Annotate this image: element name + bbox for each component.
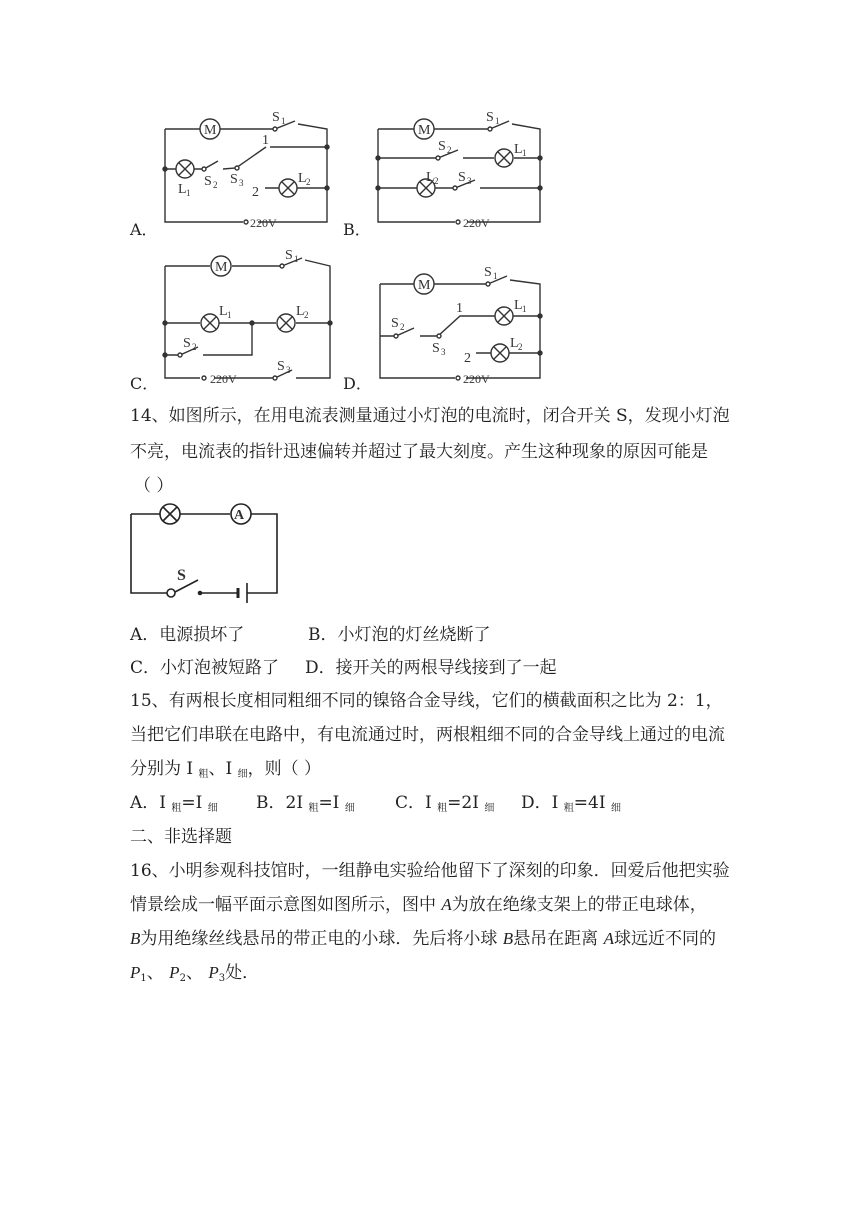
svg-text:M: M	[418, 123, 431, 138]
svg-text:S: S	[272, 110, 280, 125]
svg-text:S: S	[484, 265, 492, 280]
option-label-d: D．	[343, 374, 372, 393]
svg-text:S: S	[432, 341, 440, 356]
option-label-c: C．	[130, 374, 159, 393]
switch-label: S	[177, 567, 186, 584]
q16-line2: 情景绘成一幅平面示意图如图所示，图中 A为放在绝缘支架上的带正电球体，	[130, 895, 707, 915]
q15-stem-line3: 分别为 I 粗、I 细，则（ ）	[130, 759, 322, 780]
q16-line3: B为用绝缘丝线悬吊的带正电的小球．先后将小球 B悬吊在距离 A球远近不同的	[130, 929, 716, 949]
circuit-a-diagram	[150, 105, 340, 230]
svg-text:2: 2	[447, 145, 452, 155]
circuit-b-diagram	[370, 105, 550, 230]
svg-text:L: L	[298, 171, 307, 186]
q16-line4: P1、 P2、 P3处．	[130, 963, 260, 984]
q14-answer-paren: （ ）	[134, 476, 174, 496]
motor-label: M	[204, 123, 217, 138]
svg-text:2: 2	[464, 351, 471, 366]
q14-circuit-diagram	[125, 500, 285, 605]
svg-text:2: 2	[518, 342, 523, 352]
svg-text:S: S	[486, 110, 494, 125]
svg-text:2: 2	[306, 177, 311, 187]
svg-text:L: L	[514, 142, 523, 157]
svg-text:1: 1	[456, 301, 463, 316]
svg-text:220V: 220V	[463, 216, 490, 230]
svg-text:S: S	[391, 316, 399, 331]
q14-stem-line2: 不亮，电流表的指针迅速偏转并超过了最大刻度。产生这种现象的原因可能是	[130, 442, 708, 462]
svg-text:S: S	[458, 170, 466, 185]
ammeter-label: A	[234, 508, 245, 523]
svg-text:1: 1	[227, 310, 232, 320]
svg-text:S: S	[204, 174, 212, 189]
q14-option-a: A．电源损坏了	[130, 625, 245, 645]
svg-text:3: 3	[239, 178, 244, 188]
svg-text:S: S	[230, 172, 238, 187]
svg-text:S: S	[285, 248, 293, 263]
circuit-d-diagram	[370, 262, 550, 387]
svg-text:2: 2	[252, 185, 259, 200]
svg-text:1: 1	[281, 116, 286, 126]
svg-text:220V: 220V	[250, 216, 277, 230]
svg-text:S: S	[183, 336, 191, 351]
svg-text:L: L	[514, 298, 523, 313]
svg-text:1: 1	[522, 304, 527, 314]
q16-line1: 16、小明参观科技馆时，一组静电实验给他留下了深刻的印象．回爱后他把实验	[130, 861, 730, 881]
svg-text:220V: 220V	[210, 372, 237, 386]
q15-option-a: A．I 粗=I 细	[130, 793, 218, 814]
q15-stem-line1: 15、有两根长度相同粗细不同的镍铬合金导线，它们的横截面积之比为 2：1，	[130, 691, 723, 711]
q14-stem-line1: 14、如图所示，在用电流表测量通过小灯泡的电流时，闭合开关 S，发现小灯泡	[130, 406, 730, 426]
svg-text:1: 1	[186, 188, 191, 198]
svg-text:S: S	[277, 359, 285, 374]
option-label-b: B．	[343, 220, 371, 239]
svg-text:L: L	[510, 336, 519, 351]
svg-text:M: M	[215, 260, 228, 275]
svg-text:1: 1	[294, 254, 299, 264]
svg-text:3: 3	[441, 347, 446, 357]
svg-text:220V: 220V	[463, 372, 490, 386]
svg-text:1: 1	[262, 133, 269, 148]
svg-text:3: 3	[286, 365, 291, 375]
svg-text:S: S	[438, 139, 446, 154]
svg-text:2: 2	[434, 176, 439, 186]
svg-text:2: 2	[213, 180, 218, 190]
svg-text:1: 1	[493, 271, 498, 281]
svg-text:3: 3	[467, 176, 472, 186]
q15-option-d: D．I 粗=4I 细	[521, 793, 621, 814]
q15-option-b: B．2I 粗=I 细	[256, 793, 355, 814]
q15-stem-line2: 当把它们串联在电路中，有电流通过时，两根粗细不同的合金导线上通过的电流	[130, 725, 725, 745]
svg-text:M: M	[418, 278, 431, 293]
q14-option-c: C．小灯泡被短路了	[130, 658, 280, 678]
q14-option-b: B．小灯泡的灯丝烧断了	[308, 625, 491, 645]
svg-text:2: 2	[400, 322, 405, 332]
q15-option-c: C．I 粗=2I 细	[395, 793, 495, 814]
svg-text:L: L	[296, 304, 305, 319]
option-label-a: A．	[130, 220, 158, 239]
q14-option-d: D．接开关的两根导线接到了一起	[305, 658, 557, 678]
circuit-c-diagram	[150, 250, 340, 385]
svg-text:L: L	[219, 304, 228, 319]
svg-text:2: 2	[304, 310, 309, 320]
section-heading: 二、非选择题	[130, 827, 232, 847]
svg-text:L: L	[178, 182, 187, 197]
svg-text:2: 2	[192, 342, 197, 352]
svg-text:1: 1	[495, 116, 500, 126]
svg-text:1: 1	[522, 148, 527, 158]
svg-text:L: L	[426, 170, 435, 185]
